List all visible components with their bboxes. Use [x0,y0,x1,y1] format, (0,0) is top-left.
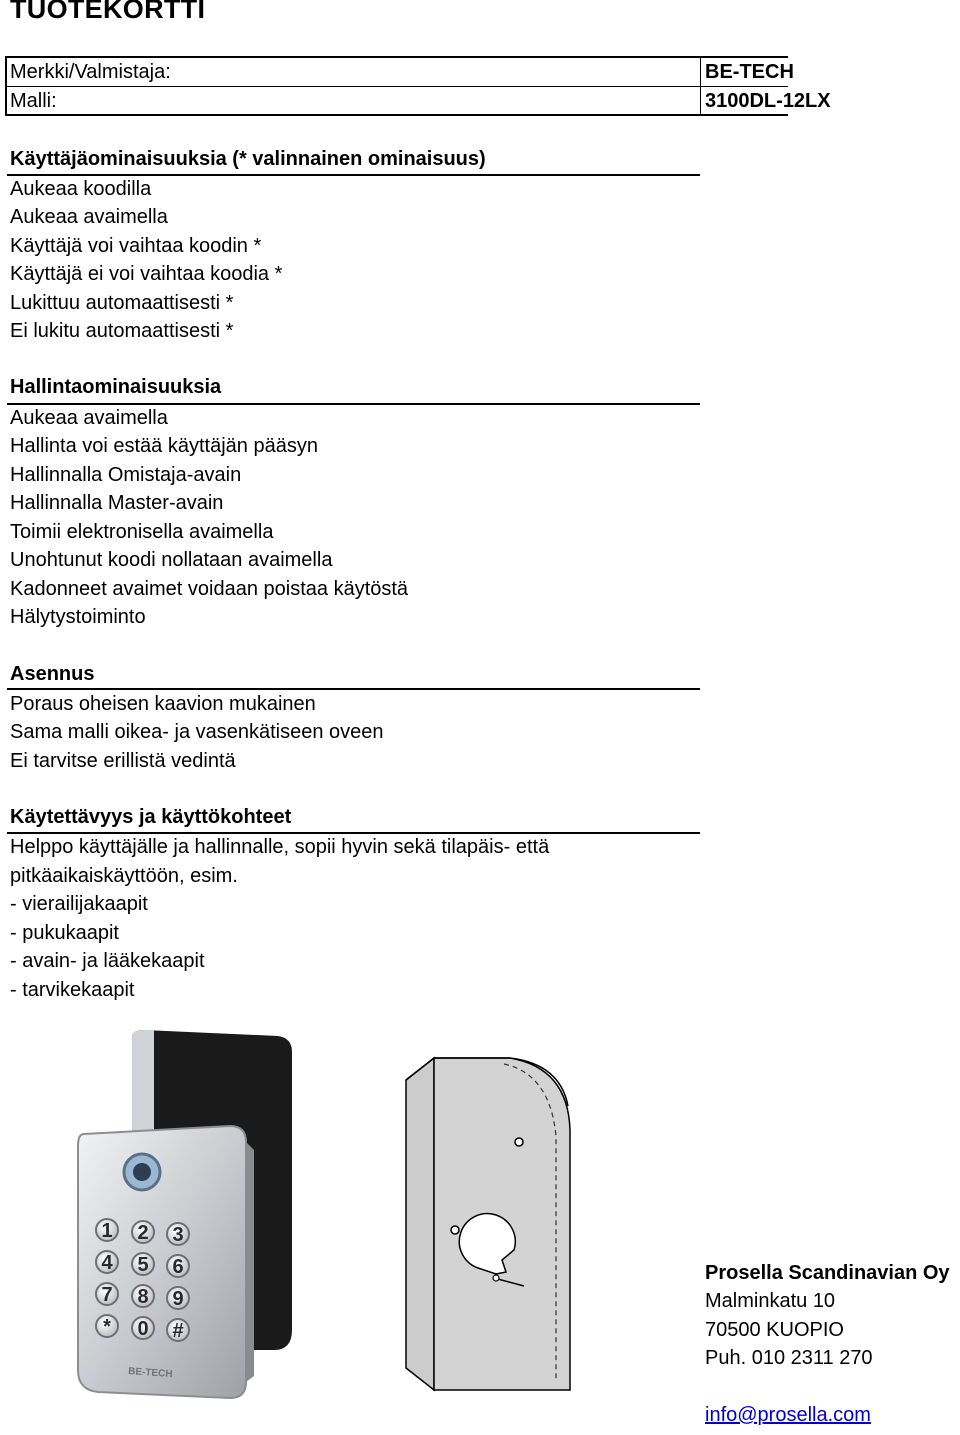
keypad-key: 1 [101,1220,113,1242]
street-address: Malminkatu 10 [705,1290,836,1312]
section-rule [7,174,700,176]
list-item: Hallinta voi estää käyttäjän pääsyn [10,435,318,457]
keypad-key: * [103,1316,111,1338]
phone: Puh. 010 2311 270 [705,1347,873,1369]
list-item: Lukittuu automaattisesti * [10,292,234,314]
user-features-title: Käyttäjäominaisuuksia (* valinnainen ominaisuus) [10,148,486,170]
lock-logo: BE-TECH [127,1366,173,1381]
company-name: Prosella Scandinavian Oy [705,1262,950,1284]
drilling-template-diagram [400,1050,600,1395]
lock-product-image [70,1030,300,1405]
installation-title: Asennus [10,663,95,685]
section-rule [7,403,700,405]
keypad-key: 9 [172,1288,184,1310]
keypad-key: 6 [172,1256,184,1278]
keypad-key: 7 [101,1284,113,1306]
list-item: Toimii elektronisella avaimella [10,521,274,543]
list-item: - avain- ja lääkekaapit [10,950,205,972]
model-label: Malli: [10,90,57,112]
list-item: Hallinnalla Master-avain [10,492,224,514]
list-item: Aukeaa avaimella [10,407,168,429]
list-item: Kadonneet avaimet voidaan poistaa käytöstä [10,578,409,600]
model-value: 3100DL-12LX [705,90,831,112]
keypad-key: 4 [101,1252,113,1274]
list-item: - vierailijakaapit [10,893,148,915]
list-item: pitkäaikaiskäyttöön, esim. [10,865,238,887]
document-title: TUOTEKORTTI [10,0,206,24]
list-item: Poraus oheisen kaavion mukainen [10,693,316,715]
list-item: Aukeaa koodilla [10,178,152,200]
keypad-key: 2 [137,1222,149,1244]
city: 70500 KUOPIO [705,1319,844,1341]
email-link[interactable]: info@prosella.com [705,1404,871,1426]
keypad-key: 3 [172,1224,184,1246]
section-rule [7,832,700,834]
usability-title: Käytettävyys ja käyttökohteet [10,806,292,828]
admin-features-title: Hallintaominaisuuksia [10,376,222,398]
brand-label: Merkki/Valmistaja: [10,61,171,83]
keypad-key: 5 [137,1254,149,1276]
list-item: Hallinnalla Omistaja-avain [10,464,242,486]
list-item: - pukukaapit [10,922,119,944]
list-item: Sama malli oikea- ja vasenkätiseen oveen [10,721,384,743]
list-item: Ei lukitu automaattisesti * [10,320,234,342]
section-rule [7,688,700,690]
keypad-key: 8 [137,1286,149,1308]
list-item: Aukeaa avaimella [10,206,168,228]
list-item: Ei tarvitse erillistä vedintä [10,750,236,772]
keypad-key: 0 [137,1318,149,1340]
list-item: Unohtunut koodi nollataan avaimella [10,549,333,571]
list-item: Helppo käyttäjälle ja hallinnalle, sopii hyvin sekä tilapäis- että [10,836,550,858]
list-item: Hälytystoiminto [10,606,146,628]
header-divider [700,58,701,116]
list-item: Käyttäjä ei voi vaihtaa koodia * [10,263,283,285]
list-item: - tarvikekaapit [10,979,135,1001]
keypad-key: # [172,1320,184,1342]
header-row-divider [7,86,788,87]
list-item: Käyttäjä voi vaihtaa koodin * [10,235,262,257]
brand-value: BE-TECH [705,61,794,83]
